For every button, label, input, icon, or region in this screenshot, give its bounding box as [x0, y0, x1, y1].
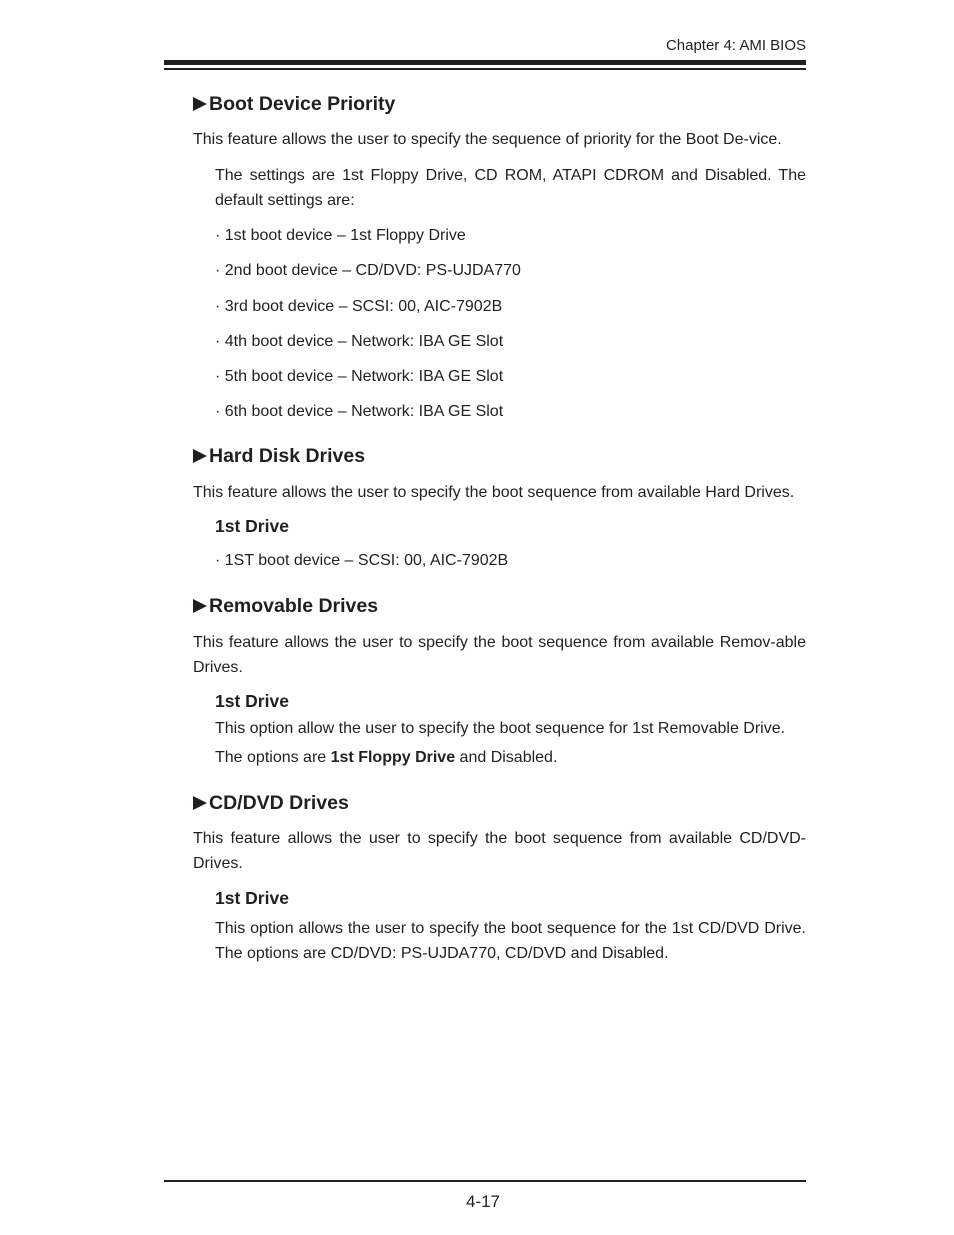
boot-device-item: · 3rd boot device – SCSI: 00, AIC-7902B — [215, 297, 503, 315]
removable-subtitle: 1st Drive — [215, 691, 289, 712]
footer-rule — [164, 1180, 806, 1182]
section-title-text: Removable Drives — [209, 595, 379, 618]
boot-device-item: · 4th boot device – Network: IBA GE Slot — [215, 332, 504, 350]
options-prefix: The options are — [215, 749, 331, 767]
section-title-text: CD/DVD Drives — [209, 792, 349, 815]
section-title-hard-disk — [193, 443, 806, 469]
triangle-right-icon — [193, 97, 207, 111]
removable-options — [215, 745, 806, 770]
boot-priority-settings: The settings are 1st Floppy Drive, CD ROM, ATAPI CDROM and Disabled. The default settings are: — [215, 167, 806, 209]
section-title-removable — [193, 593, 806, 619]
removable-intro: This feature allows the user to specify the boot sequence from available Remov-able Drives. — [193, 634, 806, 677]
boot-device-item: · 1st boot device – 1st Floppy Drive — [215, 227, 466, 244]
cd-dvd-desc: This option allows the user to specify the boot sequence for the 1st CD/DVD Drive. The options are CD/DVD: PS-UJDA770, CD/DVD and Disabled. — [215, 920, 806, 963]
page-content — [193, 91, 806, 966]
hard-disk-subtitle: 1st Drive — [215, 516, 289, 537]
triangle-right-icon — [193, 599, 207, 613]
boot-device-item: · 6th boot device – Network: IBA GE Slot — [215, 403, 504, 421]
hard-disk-intro: This feature allows the user to specify the boot sequence from available Hard Drives. — [193, 484, 795, 502]
hard-disk-boot-device: · 1ST boot device – SCSI: 00, AIC-7902B — [215, 552, 509, 570]
options-default: 1st Floppy Drive — [330, 749, 456, 767]
options-suffix: and Disabled. — [455, 749, 558, 767]
header-rule-thin — [164, 68, 806, 70]
section-title-boot-priority — [193, 91, 806, 117]
section-title-text: Boot Device Priority — [209, 93, 396, 115]
triangle-right-icon — [193, 796, 207, 810]
chapter-header: Chapter 4: AMI BIOS — [665, 37, 806, 54]
removable-desc: This option allow the user to specify the boot sequence for 1st Removable Drive. — [215, 720, 786, 738]
triangle-right-icon — [193, 449, 207, 463]
cd-dvd-subtitle: 1st Drive — [215, 888, 289, 909]
section-title-text: Hard Disk Drives — [209, 445, 366, 468]
header-rule-thick — [164, 60, 806, 65]
page-number: 4-17 — [465, 1192, 501, 1211]
boot-device-item: · 5th boot device – Network: IBA GE Slot — [215, 368, 504, 386]
boot-priority-intro: This feature allows the user to specify the sequence of priority for the Boot De-vice. — [193, 131, 782, 148]
section-title-cd-dvd — [193, 790, 806, 816]
cd-dvd-intro: This feature allows the user to specify the boot sequence from available CD/DVD-Drives. — [193, 830, 806, 873]
boot-device-item: · 2nd boot device – CD/DVD: PS-UJDA770 — [215, 262, 521, 280]
